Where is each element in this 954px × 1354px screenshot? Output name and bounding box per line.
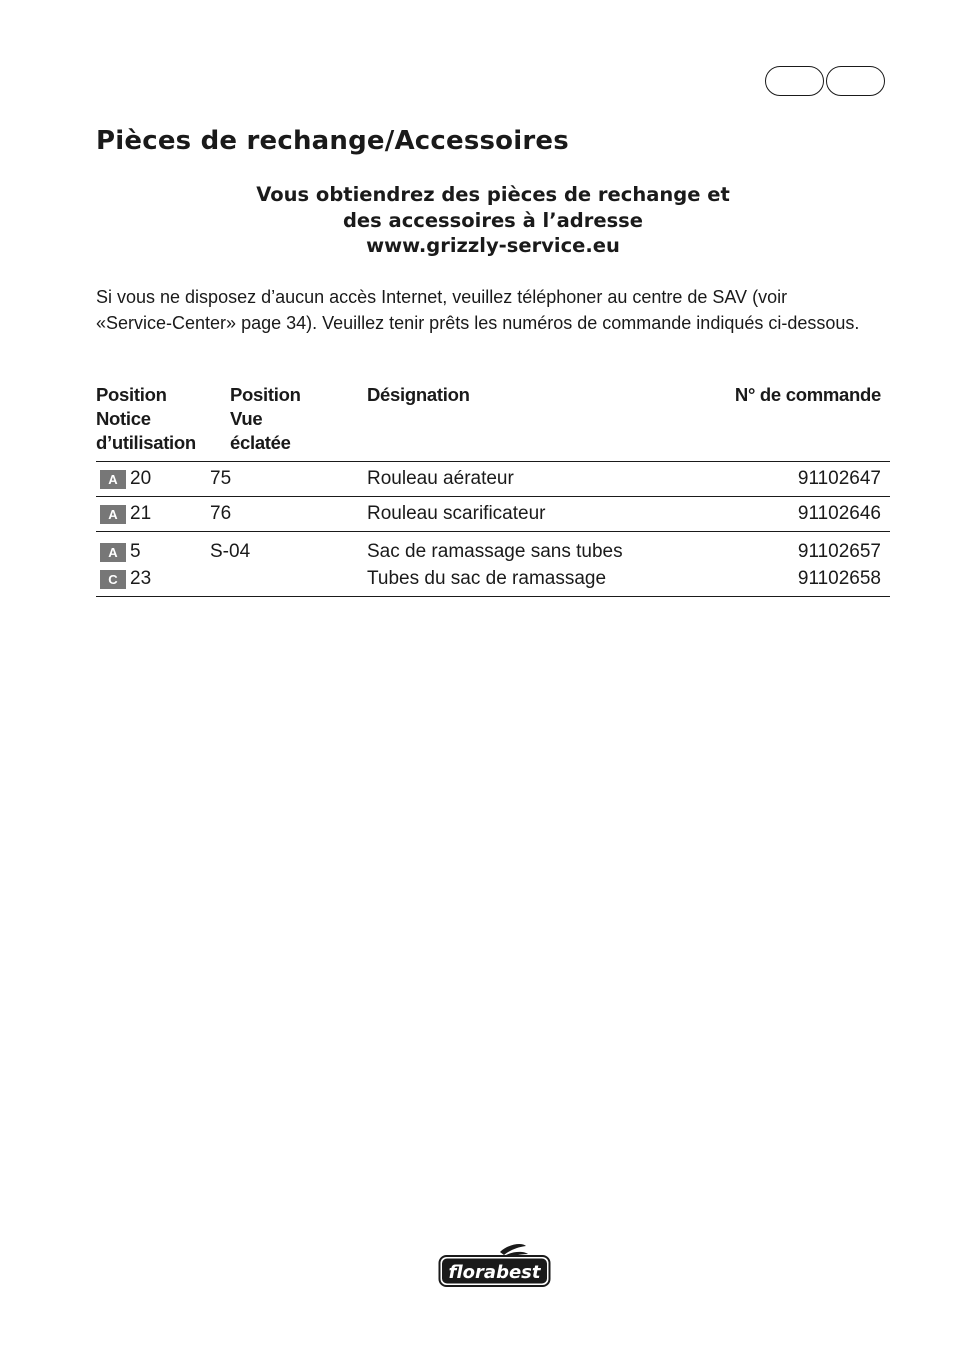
service-heading-line-1: Vous obtiendrez des pièces de rechange et xyxy=(256,183,730,206)
header-order-number: N° de commande xyxy=(734,384,881,405)
cell-order-number: 91102657 xyxy=(797,541,881,562)
cell-position-manual: 21 xyxy=(130,503,152,524)
header-position-manual: Position Notice d’utilisation xyxy=(96,384,196,453)
cell-position-manual: 5 xyxy=(130,541,141,562)
cell-designation: Rouleau scarificateur xyxy=(367,503,546,524)
cell-order-number: 91102647 xyxy=(797,468,881,489)
cell-position-exploded: 75 xyxy=(210,468,232,489)
table-row xyxy=(96,462,890,497)
cell-designation: Rouleau aérateur xyxy=(367,468,514,489)
language-badge-right xyxy=(826,66,885,96)
table-header xyxy=(96,383,890,462)
service-url: www.grizzly-service.eu xyxy=(366,234,620,257)
cell-order-number: 91102646 xyxy=(797,503,881,524)
cell-designation: Sac de ramassage sans tubes xyxy=(367,541,623,562)
cell-position-exploded: 76 xyxy=(210,503,232,524)
cell-position-manual: 20 xyxy=(130,468,152,489)
figure-badge: A xyxy=(100,543,126,562)
service-heading xyxy=(96,182,890,259)
cell-position-exploded: S-04 xyxy=(210,541,251,562)
page-title: Pièces de rechange/Accessoires xyxy=(96,126,569,156)
cell-order-number: 91102658 xyxy=(797,568,881,589)
header-designation: Désignation xyxy=(367,384,470,405)
header-position-exploded: Position Vue éclatée xyxy=(230,384,301,453)
intro-paragraph: Si vous ne disposez d’aucun accès Internet, veuillez téléphoner au centre de SAV (voir «Service-Center» page 34). Veuillez tenir prêts les numéros de commande indiqués ci-dessous. xyxy=(96,287,860,333)
service-heading-line-2: des accessoires à l’adresse xyxy=(342,208,644,232)
cell-designation: Tubes du sac de ramassage xyxy=(367,568,607,589)
figure-badge: A xyxy=(100,505,126,524)
table-row xyxy=(96,497,890,532)
figure-badge: C xyxy=(100,570,126,589)
spare-parts-table xyxy=(96,383,890,597)
florabest-logo xyxy=(438,1243,552,1289)
figure-badge: A xyxy=(100,470,126,489)
language-badge-left xyxy=(765,66,824,96)
language-badges xyxy=(765,66,885,96)
logo-wordmark: florabest xyxy=(448,1262,541,1283)
table-row xyxy=(96,532,890,597)
cell-position-manual: 23 xyxy=(130,568,152,589)
